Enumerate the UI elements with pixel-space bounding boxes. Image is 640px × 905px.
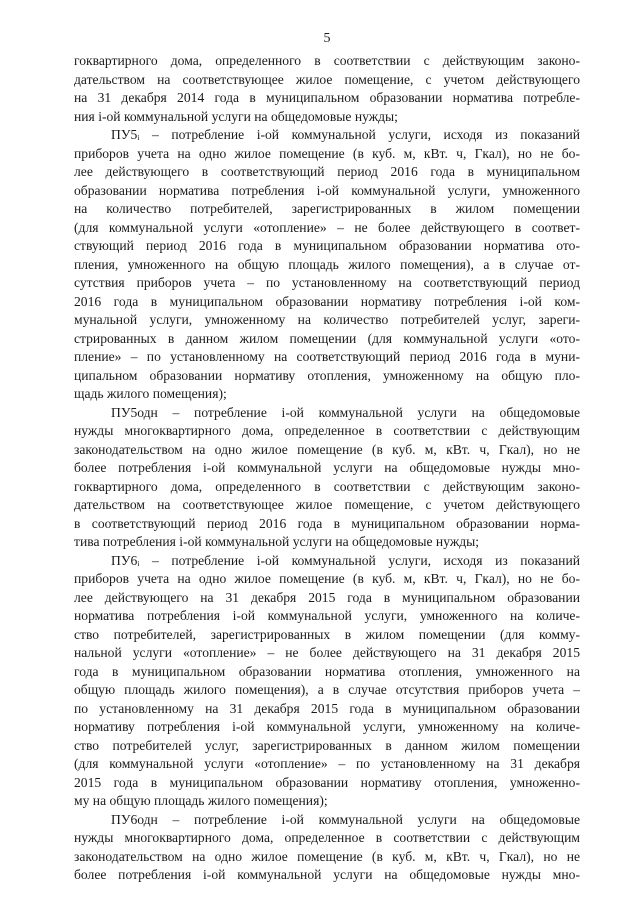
text-line: ство потребителей, зарегистрированных в жилом помещении (для комму-: [74, 626, 580, 642]
text-line: лее действующего на 31 декабря 2015 года в муниципальном образовании: [74, 589, 580, 605]
body-text: [74, 52, 580, 885]
text-line: по установленному на 31 декабря 2015 года в муниципальном образовании: [74, 700, 580, 716]
text-line: сутствия приборов учета – по установленному на соответствующий период: [74, 275, 580, 290]
text-line: в соответствующий период 2016 года в муниципальном образовании норма-: [74, 515, 580, 531]
text-line: законодательством на одно жилое помещение (в куб. м, кВт. ч, Гкал), но не: [74, 848, 580, 864]
text-line: нальной услуги «отопление» – не более действующего на 31 декабря 2015: [74, 645, 580, 660]
text-line: приборов учета на одно жилое помещение (в куб. м, кВт. ч, Гкал), но не бо-: [74, 571, 580, 586]
text-line: образовании норматива потребления i-ой коммунальной услуги, умноженного: [74, 182, 580, 198]
text-line: му на общую площадь жилого помещения);: [74, 793, 328, 808]
text-line: ПУ5ᵢ – потребление i-ой коммунальной услуги, исходя из показаний: [111, 127, 580, 142]
text-line: ство потребителей услуг, зарегистрированных в данном жилом помещении: [74, 737, 580, 753]
text-line: нормативу потребления i-ой коммунальной услуги, умноженному на количе-: [74, 719, 580, 734]
text-line: года в муниципальном образовании норматива отопления, умноженного на: [74, 663, 580, 679]
text-line: стрированных в данном жилом помещении (для коммунальной услуги «ото-: [74, 330, 580, 346]
text-line: 2016 года в муниципальном образовании нормативу потребления i-ой ком-: [74, 293, 580, 309]
text-line: приборов учета на одно жилое помещение (в куб. м, кВт. ч, Гкал), но не бо-: [74, 145, 580, 161]
text-line: дательством на соответствующее жилое помещение, с учетом действующего: [74, 497, 580, 512]
text-line: ния i-ой коммунальной услуги на общедомовые нужды;: [74, 108, 398, 124]
text-line: 2015 года в муниципальном образовании нормативу отопления, умноженно-: [74, 774, 580, 790]
text-line: щадь жилого помещения);: [74, 386, 227, 401]
text-line: мунальной услуги, умноженному на количество потребителей услуг, зареги-: [74, 312, 580, 327]
text-line: (для коммунальной услуги «отопление» – не более действующего в соответ-: [74, 219, 580, 235]
text-line: ПУ6ᵢ – потребление i-ой коммунальной услуги, исходя из показаний: [111, 552, 580, 568]
text-line: норматива потребления i-ой коммунальной услуги, умноженного на количе-: [74, 608, 580, 623]
text-line: гоквартирного дома, определенного в соответствии с действующим законо-: [74, 478, 580, 494]
text-line: на 31 декабря 2014 года в муниципальном образовании норматива потребле-: [74, 90, 580, 105]
text-line: дательством на соответствующее жилое помещение, с учетом действующего: [74, 71, 580, 87]
text-line: ПУ5одн – потребление i-ой коммунальной услуги на общедомовые: [111, 404, 580, 420]
text-line: тива потребления i-ой коммунальной услуги на общедомовые нужды;: [74, 534, 480, 549]
text-line: пления, умноженного на общую площадь жилого помещения), а в случае от-: [74, 256, 580, 272]
text-line: (для коммунальной услуги «отопление» – по установленному на 31 декабря: [74, 756, 580, 771]
text-line: нужды многоквартирного дома, определенное в соответствии с действующим: [74, 423, 580, 438]
text-line: общую площадь жилого помещения), а в случае отсутствия приборов учета –: [74, 682, 580, 697]
text-line: пление» – по установленному на соответствующий период 2016 года в муни-: [74, 349, 580, 364]
page-number: 5: [323, 31, 331, 46]
text-line: законодательством на одно жилое помещение (в куб. м, кВт. ч, Гкал), но не: [74, 441, 580, 457]
text-line: ципальном образовании нормативу отопления, умноженному на общую пло-: [74, 367, 580, 383]
text-line: нужды многоквартирного дома, определенное в соответствии с действующим: [74, 830, 580, 845]
text-line: ПУ6одн – потребление i-ой коммунальной услуги на общедомовые: [111, 811, 580, 827]
text-line: на количество потребителей, зарегистрированных в жилом помещении: [74, 201, 580, 216]
text-line: ствующий период 2016 года в муниципальном образовании норматива ото-: [74, 238, 580, 253]
text-line: более потребления i-ой коммунальной услуги на общедомовые нужды мно-: [74, 867, 580, 882]
text-line: лее действующего в соответствующий период 2016 года в муниципальном: [74, 164, 580, 179]
text-line: более потребления i-ой коммунальной услуги на общедомовые нужды мно-: [74, 460, 580, 475]
text-line: гоквартирного дома, определенного в соответствии с действующим законо-: [74, 53, 580, 68]
